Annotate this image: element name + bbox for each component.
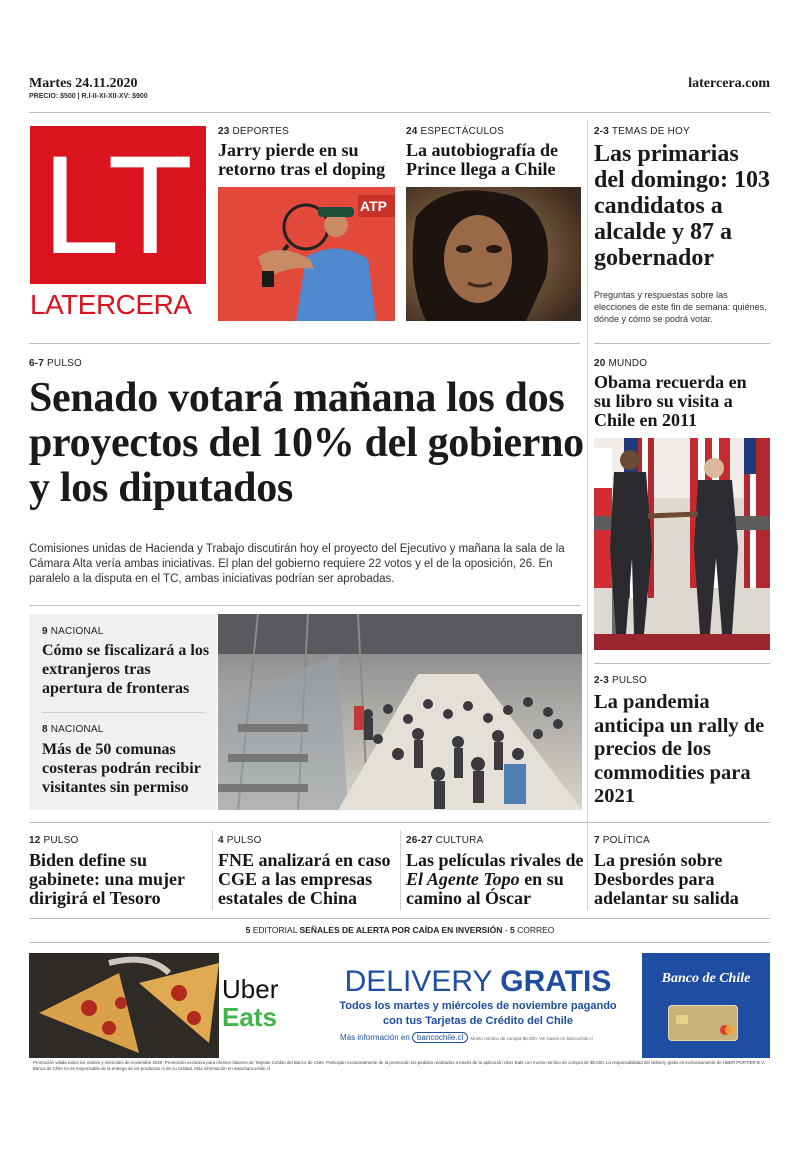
headline-comunas[interactable]: Más de 50 comunas costeras podrán recibir visitantes sin permiso bbox=[42, 741, 201, 796]
ad-more-info: Más información en bancochile.cl Monto mínimo de compra $6.000. Ver bases en bancochile.cl bbox=[340, 1033, 593, 1042]
kicker-main: 6-7 PULSO bbox=[29, 358, 82, 369]
svg-text:ATP: ATP bbox=[360, 198, 387, 214]
photo-prince bbox=[406, 187, 581, 321]
issue-date: Martes 24.11.2020 bbox=[29, 76, 138, 91]
photo-airport bbox=[218, 614, 582, 810]
ad-pizza-image bbox=[29, 953, 219, 1058]
ad-copy-line2: con tus Tarjetas de Crédito del Chile bbox=[383, 1015, 573, 1027]
photo-jarry bbox=[218, 187, 395, 321]
headline-fiscalizara[interactable]: Cómo se fiscalizará a los extranjeros tras apertura de fronteras bbox=[42, 642, 210, 697]
headline-fne[interactable]: FNE analizará en caso CGE a las empresas estatales de China bbox=[218, 850, 391, 908]
logo-box bbox=[30, 126, 206, 284]
ad-fine-print: Promoción válida todos los martes y miércoles de noviembre 2020. Promoción exclusiva para clientes titulares de Tarjetas Crédito del Banco de Chile. Participan exclusivamente de la promoción los pedidos realizados a través de la aplicación Uber Eats con monto mínimo de compra de $6.000. La responsabilidad del delivery gratis es exclusivamente de UBER PORTIER B.V. Banco de Chile no es responsable de la entrega de los productos ni de su calidad. Más información en www.bancochile.cl bbox=[33, 1060, 765, 1071]
ad-url[interactable]: bancochile.cl bbox=[412, 1032, 468, 1043]
uber-eats-logo bbox=[222, 975, 312, 1035]
kicker-biden: 12 PULSO bbox=[29, 835, 79, 846]
eats-label: Eats bbox=[222, 1002, 277, 1032]
kicker-espectaculos: 24 ESPECTÁCULOS bbox=[406, 126, 505, 137]
main-lead: Comisiones unidas de Hacienda y Trabajo discutirán hoy el proyecto del Ejecutivo y mañana la sala de la Cámara Alta vería ambas iniciativas. El plan del gobierno requiere 22 votos y el de la oposición, 26. En paralelo a la disputa en el TC, ambas iniciativas podrían ser aprobadas. bbox=[29, 543, 565, 585]
headline-pandemia[interactable]: La pandemia anticipa un rally de precios de los commodities para 2021 bbox=[594, 691, 765, 807]
kicker-pandemia: 2-3 PULSO bbox=[594, 675, 647, 686]
banco-chile-panel bbox=[642, 953, 770, 1058]
issue-price: PRECIO: $500 | R.I-II-XI-XII-XV: $900 bbox=[29, 93, 148, 100]
summary-primarias: Preguntas y respuestas sobre las elecciones de este fin de semana: quiénes, dónde y cómo se podrá votar. bbox=[594, 290, 767, 324]
kicker-cultura: 26-27 CULTURA bbox=[406, 835, 484, 846]
kicker-mundo: 20 MUNDO bbox=[594, 358, 648, 369]
headline-jarry[interactable]: Jarry pierde en su retorno tras el doping bbox=[218, 140, 386, 179]
kicker-fiscalizara: 9 NACIONAL bbox=[42, 626, 104, 637]
headline-obama[interactable]: Obama recuerda en su libro su visita a Chile en 2011 bbox=[594, 372, 747, 430]
kicker-temas-de-hoy: 2-3 TEMAS DE HOY bbox=[594, 126, 690, 137]
ad-copy-line1: Todos los martes y miércoles de noviembre pagando bbox=[339, 1000, 617, 1012]
main-headline[interactable]: Senado votará mañana los dos proyectos del 10% del gobierno y los diputados bbox=[29, 375, 584, 511]
ad-delivery-title: DELIVERY GRATIS bbox=[344, 965, 612, 998]
logo-name: LATERCERA bbox=[30, 289, 192, 320]
logo bbox=[30, 126, 206, 322]
bank-name: Banco de Chile bbox=[661, 971, 751, 986]
headline-desbordes[interactable]: La presión sobre Desbordes para adelantar su salida bbox=[594, 850, 739, 908]
editorial-strip[interactable]: 5 EDITORIAL SEÑALES DE ALERTA POR CAÍDA EN INVERSIÓN - 5 CORREO bbox=[245, 925, 555, 935]
kicker-deportes: 23 DEPORTES bbox=[218, 126, 289, 137]
kicker-fne: 4 PULSO bbox=[218, 835, 262, 846]
headline-biden[interactable]: Biden define su gabinete: una mujer dirigirá el Tesoro bbox=[29, 850, 185, 908]
kicker-comunas: 8 NACIONAL bbox=[42, 724, 104, 735]
credit-card-icon bbox=[668, 1005, 738, 1041]
photo-obama bbox=[594, 438, 770, 650]
site-url[interactable]: latercera.com bbox=[688, 76, 770, 91]
kicker-politica: 7 POLÍTICA bbox=[594, 835, 650, 846]
logo-letters: LT bbox=[42, 126, 191, 283]
headline-prince[interactable]: La autobiografía de Prince llega a Chile bbox=[406, 140, 559, 179]
headline-agente-topo[interactable]: Las películas rivales de El Agente Topo en su camino al Óscar bbox=[406, 850, 584, 908]
headline-primarias[interactable]: Las primarias del domingo: 103 candidatos a alcalde y 87 a gobernador bbox=[594, 141, 771, 271]
uber-label: Uber bbox=[222, 974, 279, 1004]
